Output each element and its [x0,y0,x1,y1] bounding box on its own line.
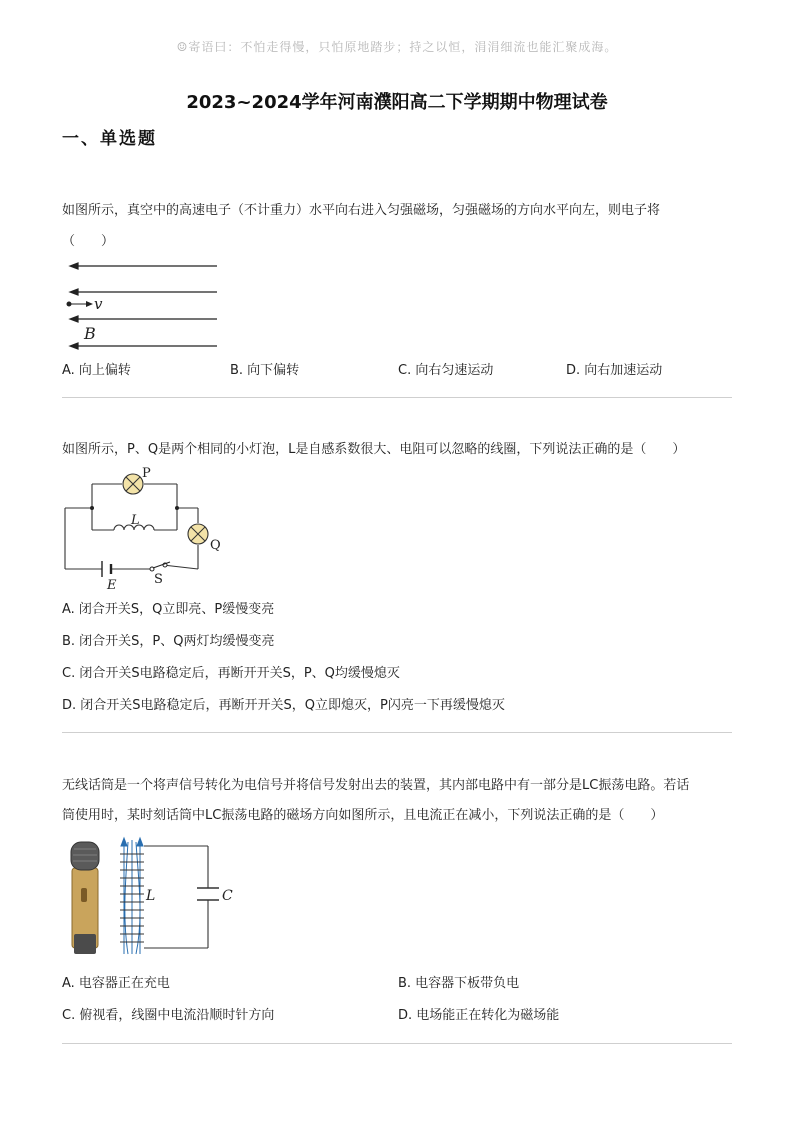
lamp-p-icon [123,474,143,494]
lamp-p-label: P [142,466,151,481]
question-3-option-c[interactable]: C. 俯视看，线圈中电流沿顺时针方向 [62,1008,275,1023]
question-1-option-a[interactable]: A. 向上偏转 [62,363,131,378]
question-3-option-d[interactable]: D. 电场能正在转化为磁场能 [398,1008,560,1023]
divider [62,732,732,733]
coil-label: L [131,513,140,528]
inductor-circuit-figure [62,462,232,592]
lc-circuit-figure [62,836,247,961]
question-3-stem-line2: 筒使用时，某时刻话筒中LC振荡电路的磁场方向如图所示，且电流正在减小，下列说法正确的是（ ） [62,808,664,823]
velocity-label: v [94,295,103,313]
question-1-stem-line2: （ ） [62,234,115,249]
lamp-q-label: Q [210,538,221,553]
battery-icon [102,561,111,577]
question-1-option-b[interactable]: B. 向下偏转 [230,363,300,378]
lamp-q-icon [188,524,208,544]
question-2-option-c[interactable]: C. 闭合开关S电路稳定后，再断开开关S，P、Q均缓慢熄灭 [62,666,400,681]
question-2-option-d[interactable]: D. 闭合开关S电路稳定后，再断开开关S，Q立即熄灭，P闪亮一下再缓慢熄灭 [62,698,505,713]
field-label: B [84,324,96,343]
battery-label: E [107,578,117,592]
magnetic-field-figure [62,255,232,350]
switch-label: S [154,572,163,587]
coil-icon [120,838,144,954]
coil-label: L [146,888,156,904]
question-3-stem-line1: 无线话筒是一个将声信号转化为电信号并将信号发射出去的装置，其内部电路中有一部分是LC振荡电路。若话 [62,778,690,793]
question-3-option-b[interactable]: B. 电容器下板带负电 [398,976,520,991]
page-title: 2023~2024学年河南濮阳高二下学期期中物理试卷 [186,92,608,113]
switch-icon [150,562,170,571]
section-heading: 一、单选题 [62,129,157,149]
question-1-option-d[interactable]: D. 向右加速运动 [566,363,663,378]
question-1-stem-line1: 如图所示，真空中的高速电子（不计重力）水平向右进入匀强磁场，匀强磁场的方向水平向左，则电子将 [62,203,661,218]
divider [62,1043,732,1044]
question-3-option-a[interactable]: A. 电容器正在充电 [62,976,170,991]
question-2-option-b[interactable]: B. 闭合开关S，P、Q两灯均缓慢变亮 [62,634,275,649]
question-2-option-a[interactable]: A. 闭合开关S，Q立即亮、P缓慢变亮 [62,602,275,617]
divider [62,397,732,398]
electron-dot [67,302,72,307]
question-1-option-c[interactable]: C. 向右匀速运动 [398,363,494,378]
question-2-stem: 如图所示，P、Q是两个相同的小灯泡，L是自感系数很大、电阻可以忽略的线圈，下列说法正确的是（ ） [62,442,686,457]
motto-header: ☺寄语曰：不怕走得慢，只怕原地踏步；持之以恒，涓涓细流也能汇聚成海。 [176,40,618,54]
capacitor-label: C [222,888,233,904]
microphone-icon [71,842,99,954]
